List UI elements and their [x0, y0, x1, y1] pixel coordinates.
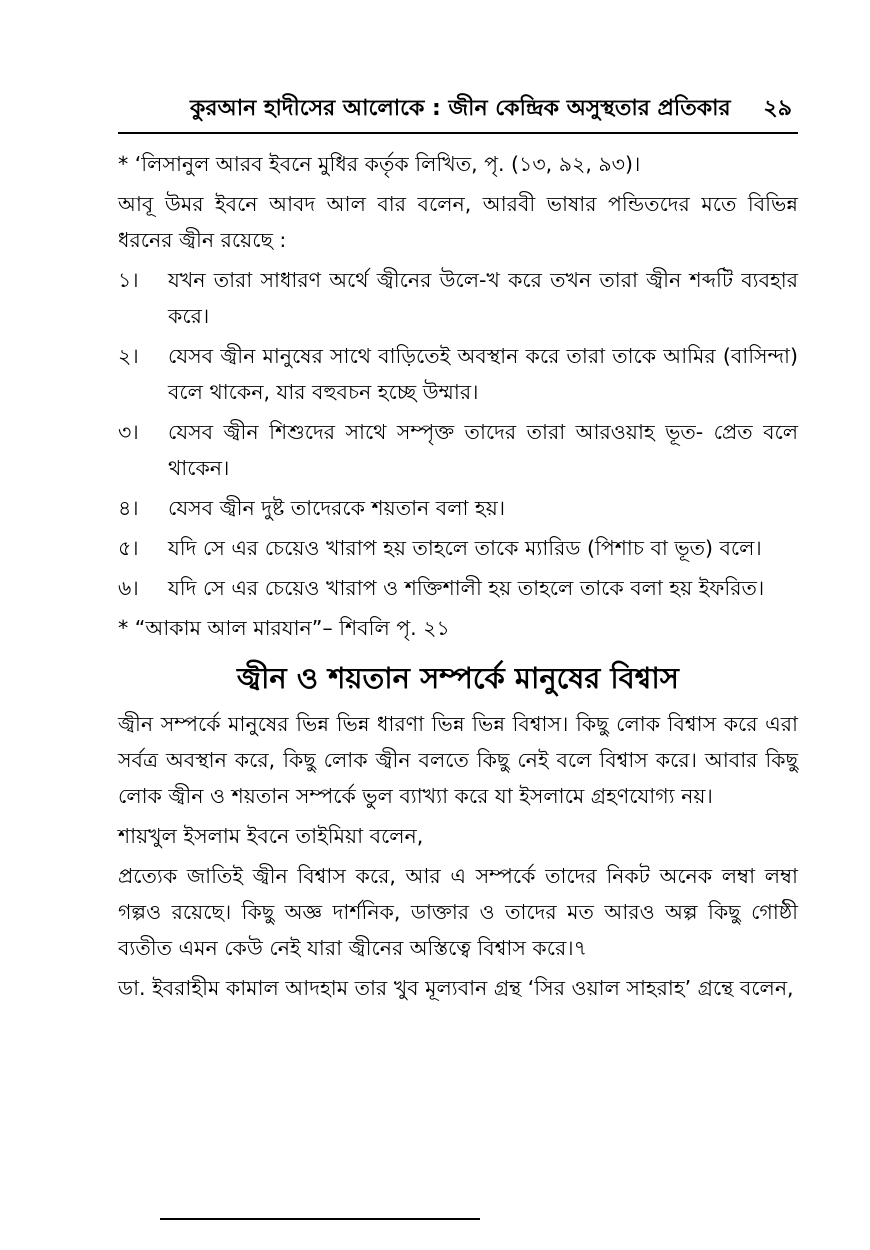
body-paragraph: ডা. ইবরাহীম কামাল আদহাম তার খুব মূল্যবান গ্রন্থ ‘সির ওয়াল সাহরাহ’ গ্রন্থে বলেন,	[118, 976, 794, 1000]
list-item-number: ১।	[118, 268, 139, 292]
reference-note: * “আকাম আল মারযান”– শিবলি পৃ. ২১	[118, 616, 450, 640]
list-item-text: যখন তারা সাধারণ অর্থে জ্বীনের উলে-খ করে তখন তারা জ্বীন শব্দটি ব্যবহার করে।	[168, 268, 798, 328]
list-item	[118, 262, 798, 334]
list-item-text: যেসব জ্বীন মানুষের সাথে বাড়িতেই অবস্থান করে তারা তাকে আমির (বাসিন্দা) বলে থাকেন, যার বহুবচন হচ্ছে উম্মার।	[168, 344, 798, 404]
body-paragraph: শায়খুল ইসলাম ইবনে তাইমিয়া বলেন,	[118, 824, 424, 848]
list-item-text: যদি সে এর চেয়েও খারাপ ও শক্তিশালী হয় তাহলে তাকে বলা হয় ইফরিত।	[168, 576, 765, 600]
list-item	[118, 570, 798, 606]
jinn-types-list	[118, 262, 798, 606]
list-item	[118, 414, 798, 486]
list-item-number: ২।	[118, 344, 139, 368]
list-item	[118, 530, 798, 566]
list-item-text: যেসব জ্বীন দুষ্ট তাদেরকে শয়তান বলা হয়।	[168, 496, 506, 520]
footnote-divider	[160, 1218, 480, 1220]
list-item	[118, 338, 798, 410]
list-item-number: ৪।	[118, 496, 139, 520]
list-item-number: ৫।	[118, 536, 139, 560]
list-item-text: যেসব জ্বীন শিশুদের সাথে সম্পৃক্ত তাদের তারা আরওয়াহ ভূত- প্রেত বলে থাকেন।	[168, 420, 798, 480]
page-number: ২৯	[763, 96, 792, 121]
reference-note: * ‘লিসানুল আরব ইবনে মুধির কর্তৃক লিখিত, পৃ. (১৩, ৯২, ৯৩)।	[118, 152, 641, 176]
book-page	[118, 96, 798, 1010]
header-title: কুরআন হাদীসের আলোকে : জীন কেন্দ্রিক অসুস্থতার প্রতিকার	[190, 96, 731, 121]
section-heading: জ্বীন ও শয়তান সম্পর্কে মানুষের বিশ্বাস	[237, 661, 679, 695]
list-item	[118, 490, 798, 526]
list-item-number: ৩।	[118, 420, 139, 444]
list-item-text: যদি সে এর চেয়েও খারাপ হয় তাহলে তাকে ম্যারিড (পিশাচ বা ভূত) বলে।	[168, 536, 762, 560]
page-body	[118, 146, 798, 1006]
body-paragraph: প্রত্যেক জাতিই জ্বীন বিশ্বাস করে, আর এ সম্পর্কে তাদের নিকট অনেক লম্বা লম্বা গল্পও রয়েছে। কিছু অজ্ঞ দার্শনিক, ডাক্তার ও তাদের মত আরও অল্প কিছু গোষ্ঠী ব্যতীত এমন কেউ নেই যারা জ্বীনের অস্তিত্বে বিশ্বাস করে।৭	[118, 864, 798, 960]
running-header	[118, 96, 798, 134]
intro-paragraph: আবূ উমর ইবনে আবদ আল বার বলেন, আরবী ভাষার পন্ডিতদের মতে বিভিন্ন ধরনের জ্বীন রয়েছে :	[118, 192, 798, 252]
body-paragraph: জ্বীন সম্পর্কে মানুষের ভিন্ন ভিন্ন ধারণা ভিন্ন ভিন্ন বিশ্বাস। কিছু লোক বিশ্বাস করে এরা সর্বত্র অবস্থান করে, কিছু লোক জ্বীন বলতে কিছু নেই বলে বিশ্বাস করে। আবার কিছু লোক জ্বীন ও শয়তান সম্পর্কে ভুল ব্যাখ্যা করে যা ইসলামে গ্রহণযোগ্য নয়।	[118, 712, 798, 808]
list-item-number: ৬।	[118, 576, 139, 600]
